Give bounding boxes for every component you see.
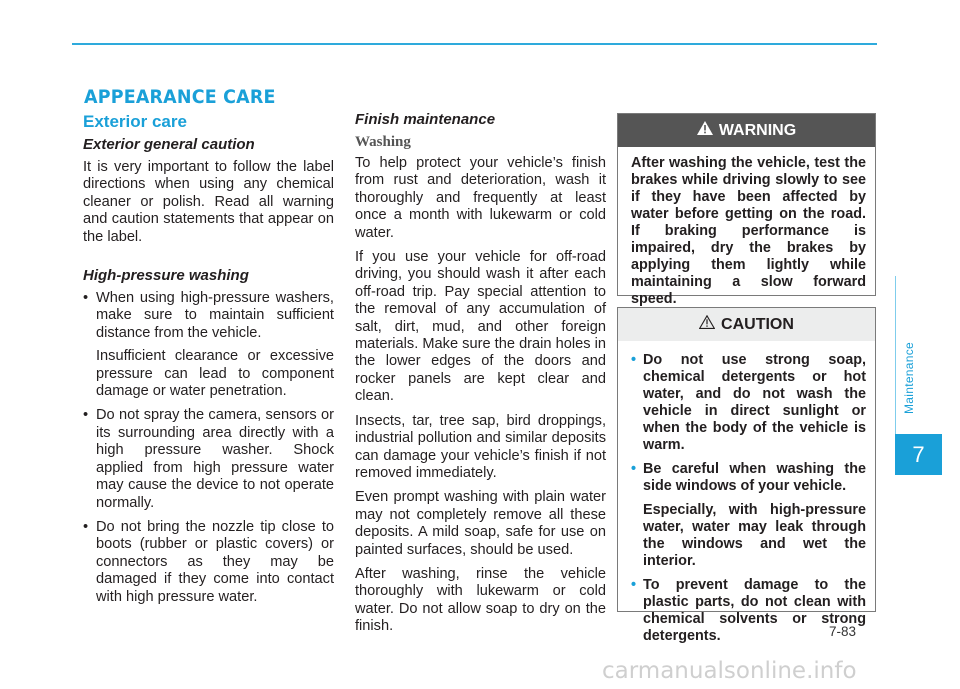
caution-triangle-icon	[699, 315, 715, 334]
warning-header	[618, 114, 875, 147]
high-pressure-subheading: High-pressure washing	[83, 267, 249, 285]
side-tab-rule	[895, 276, 896, 438]
page-number: 7-83	[829, 624, 857, 639]
finish-maintenance-heading: Finish maintenance	[355, 111, 496, 128]
list-item: • Do not spray the camera, sensors or its surrounding area directly with a high pressure washer. Shock applied from high pressure water may cause the device to not operate normally.	[83, 407, 334, 511]
chapter-number-tab: 7	[895, 434, 942, 475]
general-caution-subheading: Exterior general caution	[83, 136, 255, 153]
list-item: • To prevent damage to the plastic parts, do not clean with chemical solvents or strong detergents.	[631, 577, 866, 644]
caution-header	[618, 308, 875, 341]
caution-list	[631, 352, 866, 645]
warning-triangle-icon	[697, 121, 713, 140]
middle-column	[355, 108, 606, 643]
exterior-care-heading: Exterior care	[83, 112, 187, 131]
list-item: • When using high-pressure washers, make sure to maintain sufficient distance from the vehicle. Insufficient clearance or excessive pressure can lead to component damage or water penetration.	[83, 290, 334, 400]
washing-subheading: Washing	[355, 134, 411, 150]
chapter-label: Maintenance	[902, 342, 916, 415]
high-pressure-list	[83, 290, 334, 606]
list-item: • Be careful when washing the side windows of your vehicle. Especially, with high-pressure water, water may leak through the windows and wet the interior.	[631, 461, 866, 569]
washing-paragraph: Even prompt washing with plain water may not completely remove all these deposits. A mild soap, safe for use on painted surfaces, should be used.	[355, 489, 606, 558]
general-caution-paragraph: It is very important to follow the label directions when using any chemical cleaner or polish. Read all warning and caution statements that appear on the label.	[83, 159, 334, 245]
list-item: • Do not bring the nozzle tip close to boots (rubber or plastic covers) or connectors as they may be damaged if they come into contact with high pressure water.	[83, 518, 334, 605]
washing-paragraph: Insects, tar, tree sap, bird droppings, industrial pollution and similar deposits can damage your vehicle’s finish if not removed immediately.	[355, 412, 606, 481]
warning-box	[617, 113, 876, 307]
watermark: carmanualsonline.info	[602, 658, 857, 684]
list-item: • Do not use strong soap, chemical detergents or hot water, and do not wash the vehicle in direct sunlight or when the body of the vehicle is warm.	[631, 352, 866, 453]
warning-title: WARNING	[718, 121, 797, 139]
washing-paragraph: After washing, rinse the vehicle thoroughly with lukewarm or cold water. Do not allow soap to dry on the finish.	[355, 565, 606, 635]
washing-paragraph: To help protect your vehicle’s finish from rust and deterioration, wash it thoroughly and frequently at least once a month with lukewarm or cold water.	[355, 155, 606, 241]
caution-title: CAUTION	[721, 315, 794, 333]
washing-paragraph: If you use your vehicle for off-road driving, you should wash it after each off-road trip. Pay special attention to the removal of any accumulation of salt, dirt, mud, and other foreign materials. Make sure the drain holes in the lower edges of the doors and rocker panels are kept clear and clean.	[355, 249, 606, 405]
left-column	[83, 108, 334, 613]
warning-text: After washing the vehicle, test the brakes while driving slowly to see if they have been affected by water before getting on the road. If braking performance is impaired, dry the brakes by applying them lightly while maintaining a slow forward speed.	[631, 155, 866, 307]
header-rule	[72, 43, 877, 45]
section-title: APPEARANCE CARE	[84, 86, 276, 108]
